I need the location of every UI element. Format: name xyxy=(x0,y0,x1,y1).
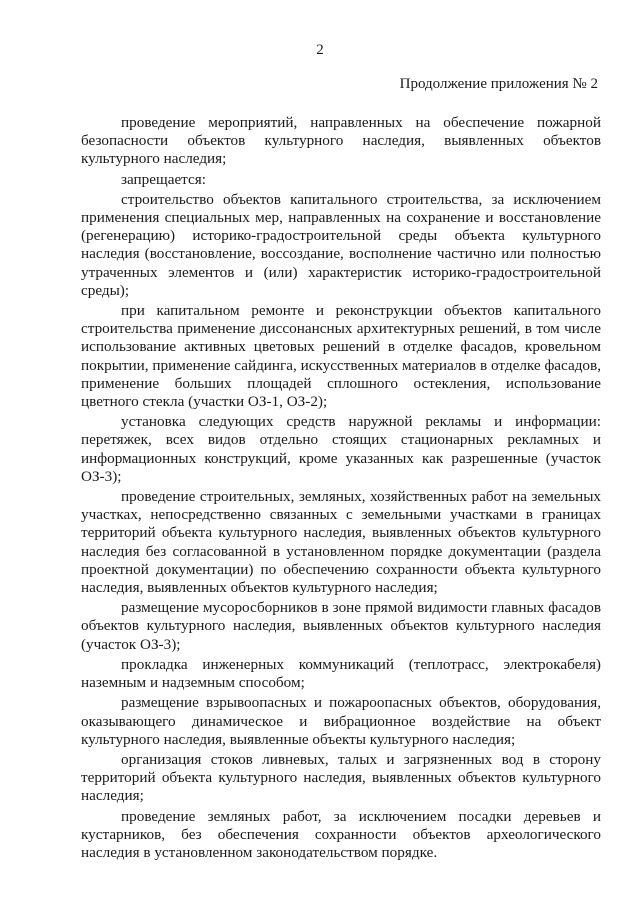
paragraph-outdoor-advertising: установка следующих средств наружной рекламы и информации: перетяжек, всех видов отдельно стоящих стационарных рекламных и информационных конструкций, кроме указанных как разрешенные (участок ОЗ-3); xyxy=(81,413,601,485)
paragraph-fire-safety: проведение мероприятий, направленных на обеспечение пожарной безопасности объектов культурного наследия, выявленных объектов культурного наследия; xyxy=(81,114,601,168)
paragraph-capital-construction: строительство объектов капитального строительства, за исключением применения специальных мер, направленных на сохранение и восстановление (регенерацию) историко-градостроительной среды объекта культурного наследия (восстановление, воссоздание, восполнение частично или полностью утраченных элементов и (или) характеристик историко-градостроительной среды); xyxy=(81,190,601,299)
paragraph-garbage-collectors: размещение мусоросборников в зоне прямой видимости главных фасадов объектов культурного наследия, выявленных объектов культурного наследия (участок ОЗ-3); xyxy=(81,599,601,653)
paragraph-hazardous-objects: размещение взрывоопасных и пожароопасных объектов, оборудования, оказывающего динамическое и вибрационное воздействие на объект культурного наследия, выявленные объекты культурного наследия; xyxy=(81,694,601,748)
paragraph-drainage: организация стоков ливневых, талых и загрязненных вод в сторону территорий объекта культурного наследия, выявленных объектов культурного наследия; xyxy=(81,750,601,805)
paragraph-earthworks: проведение земляных работ, за исключением посадки деревьев и кустарников, без обеспечения сохранности объектов археологического наследия в установленном законодательством порядке. xyxy=(81,807,601,861)
paragraph-construction-works: проведение строительных, земляных, хозяйственных работ на земельных участках, непосредственно связанных с земельными участками в границах территорий объекта культурного наследия, выявленных объектов культурного наследия без согласованной в установленном порядке документации (раздела проектной документации) по обеспечению сохранности объекта культурного наследия, выявленных объектов культурного наследия; xyxy=(81,488,601,597)
paragraph-utility-lines: прокладка инженерных коммуникаций (теплотрасс, электрокабеля) наземным и надземным способом; xyxy=(81,655,601,692)
paragraph-repair-reconstruction: при капитальном ремонте и реконструкции объектов капитального строительства применение диссонансных архитектурных решений, в том числе использование активных цветовых решений в отделке фасадов, кровельном покрытии, применение сайдинга, искусственных материалов в отделке фасадов, применение больших площадей сплошного остекления, использование цветного стекла (участки ОЗ-1, ОЗ-2); xyxy=(81,302,601,411)
paragraph-prohibited-heading: запрещается: xyxy=(121,170,206,188)
page-number: 2 xyxy=(316,42,324,58)
appendix-continuation-note: Продолжение приложения № 2 xyxy=(399,76,598,92)
document-body xyxy=(81,113,601,863)
